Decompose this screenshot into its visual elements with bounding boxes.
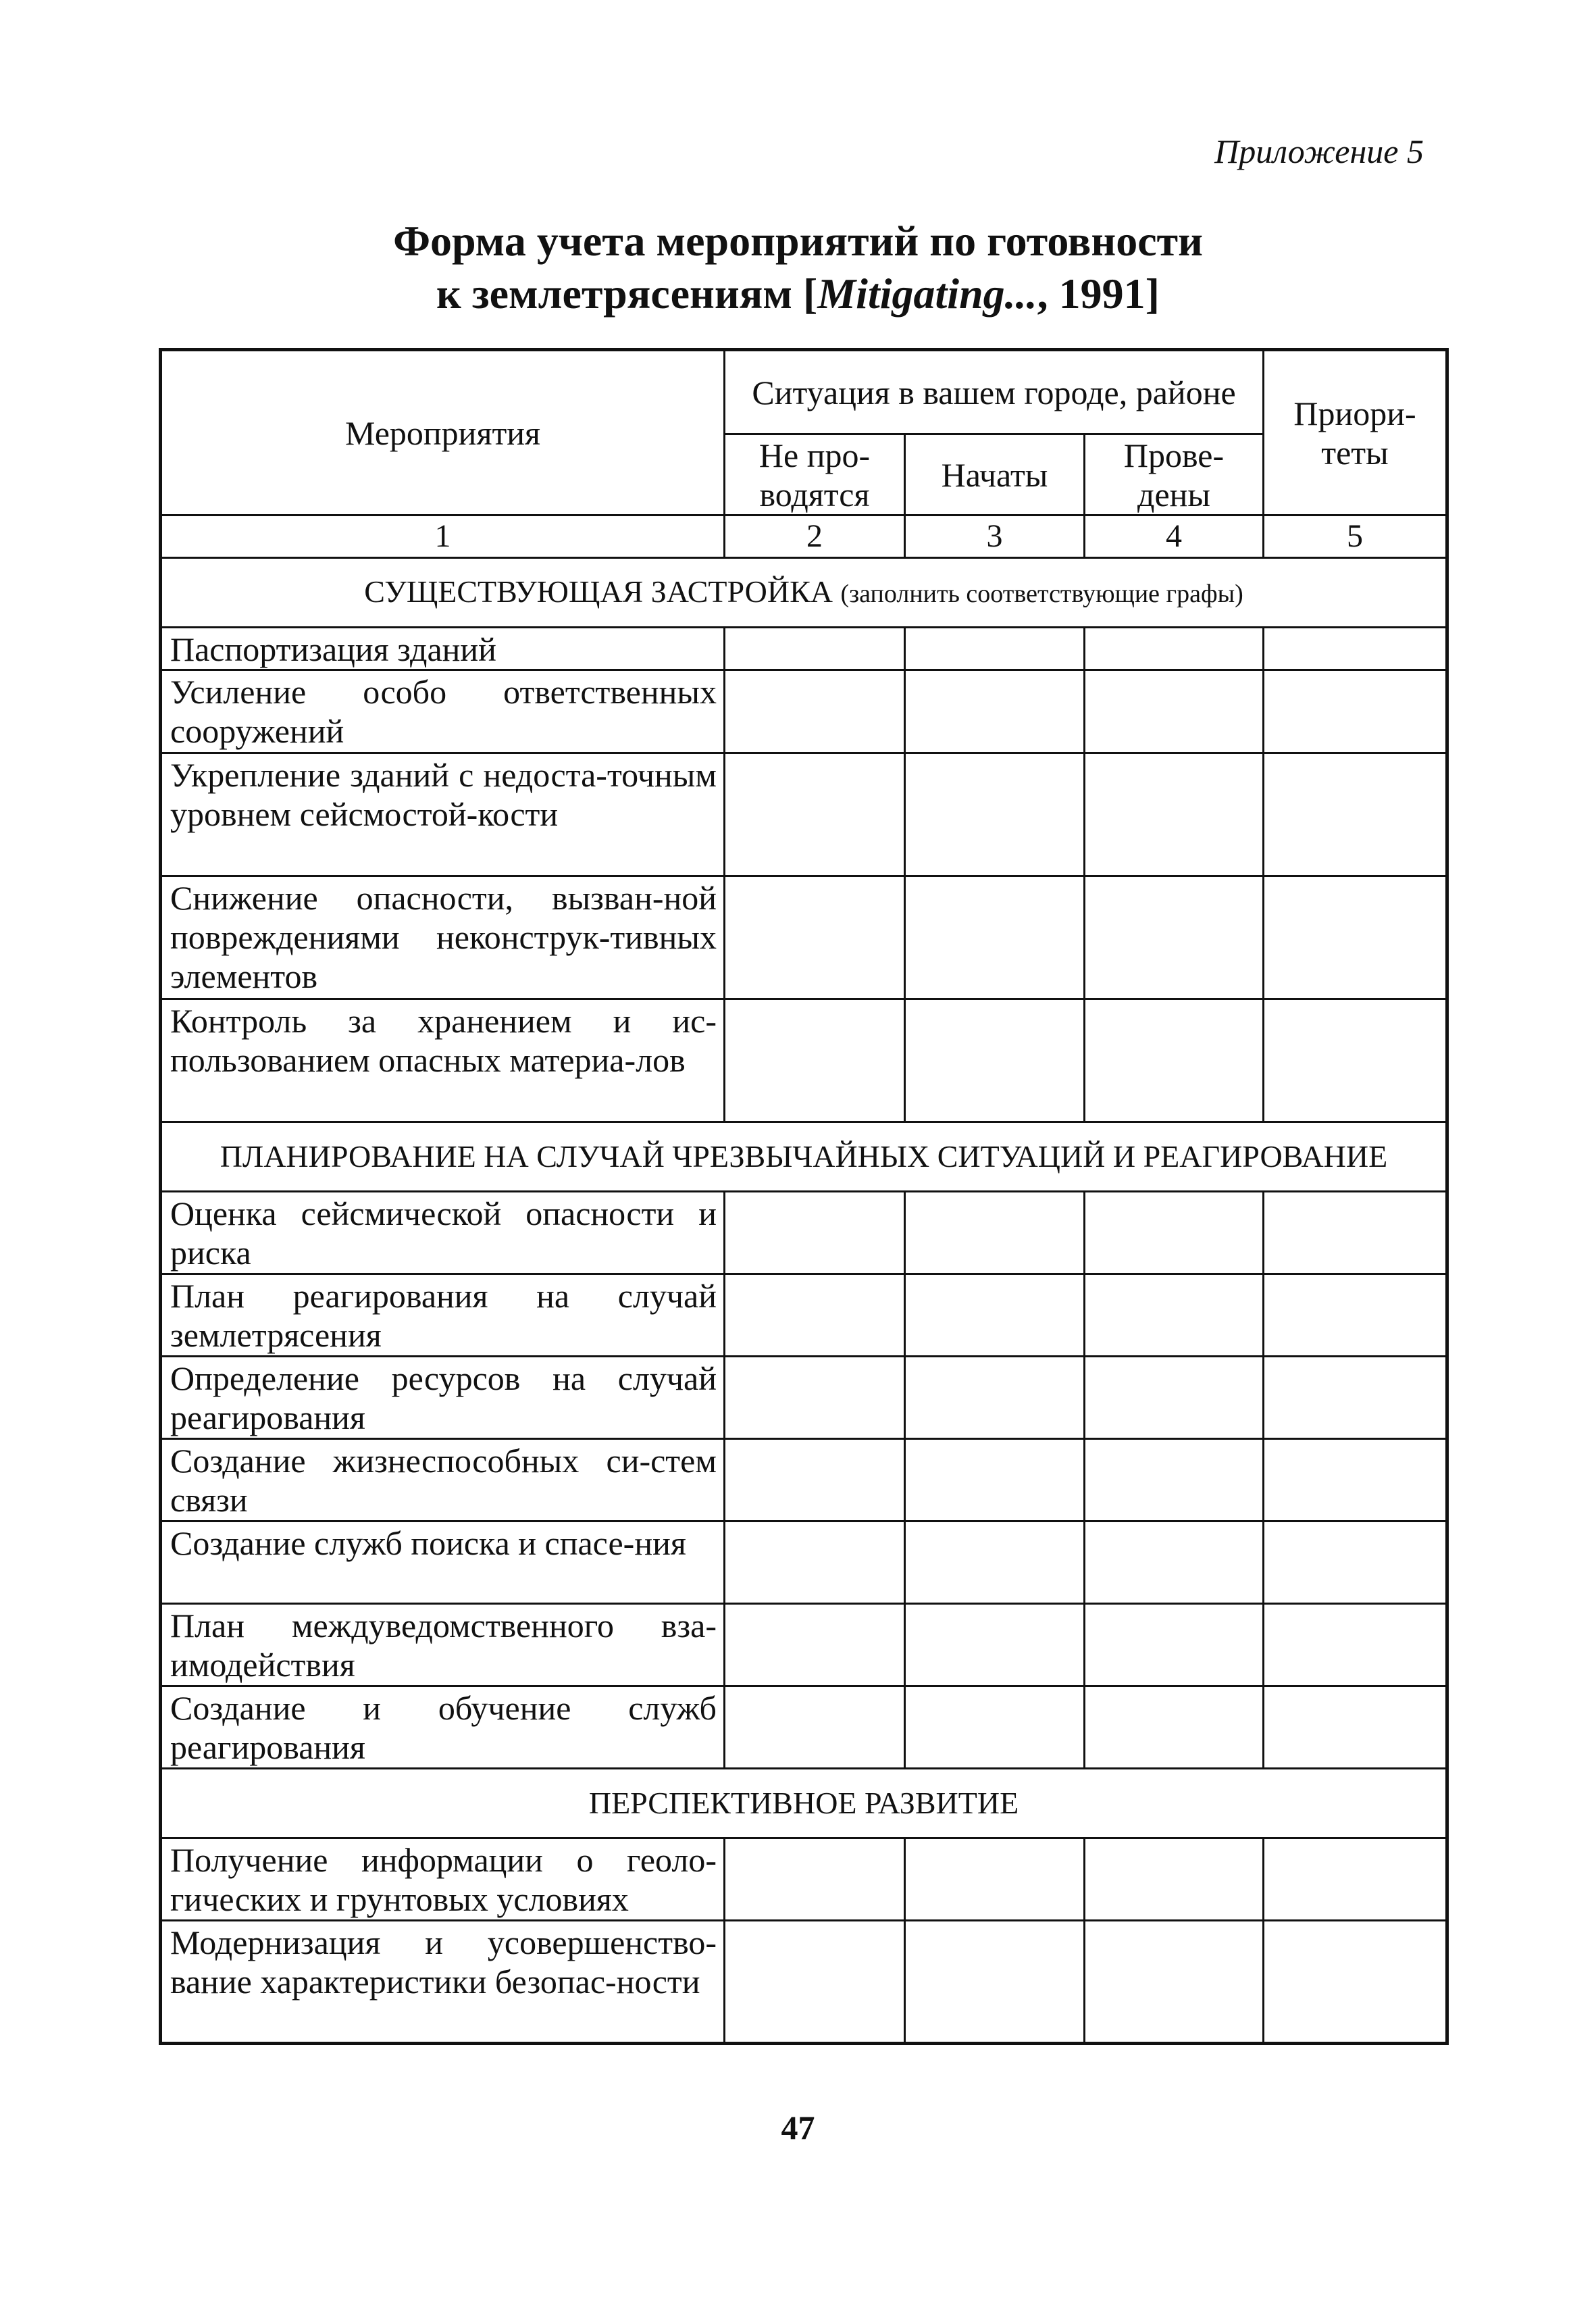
header-situation: Ситуация в вашем городе, районе	[725, 350, 1264, 434]
entry-cell[interactable]	[1085, 1192, 1264, 1274]
entry-cell[interactable]	[905, 1274, 1085, 1357]
entry-cell[interactable]	[725, 753, 905, 876]
measure-cell: Укрепление зданий с недоста-точным уровнем сейсмостой-кости	[161, 753, 725, 876]
measure-cell: План междуведомственного вза-имодействия	[161, 1604, 725, 1686]
section-header	[161, 1122, 1447, 1192]
entry-cell[interactable]	[1085, 1521, 1264, 1604]
entry-cell[interactable]	[905, 1357, 1085, 1439]
entry-cell[interactable]	[1264, 753, 1447, 876]
entry-cell[interactable]	[1264, 1192, 1447, 1274]
entry-cell[interactable]	[1085, 1357, 1264, 1439]
section-title: СУЩЕСТВУЮЩАЯ ЗАСТРОЙКА	[364, 574, 833, 609]
entry-cell[interactable]	[1085, 1921, 1264, 2044]
entry-cell[interactable]	[725, 876, 905, 999]
measure-cell: Паспортизация зданий	[161, 628, 725, 670]
header-priorities: Приори-теты	[1264, 350, 1447, 515]
title-line-2-suffix: , 1991]	[1037, 270, 1160, 318]
entry-cell[interactable]	[1264, 1357, 1447, 1439]
measure-cell: Получение информации о геоло-гических и грунтовых условиях	[161, 1838, 725, 1921]
entry-cell[interactable]	[1264, 876, 1447, 999]
section-header	[161, 1769, 1447, 1838]
column-number: 2	[725, 515, 905, 558]
entry-cell[interactable]	[1085, 876, 1264, 999]
entry-cell[interactable]	[905, 628, 1085, 670]
entry-cell[interactable]	[725, 1357, 905, 1439]
entry-cell[interactable]	[1264, 1838, 1447, 1921]
measure-cell: Снижение опасности, вызван-ной повреждениями неконструк-тивных элементов	[161, 876, 725, 999]
entry-cell[interactable]	[1264, 999, 1447, 1122]
entry-cell[interactable]	[905, 670, 1085, 753]
entry-cell[interactable]	[725, 670, 905, 753]
preparedness-form-table	[159, 348, 1449, 2045]
measure-cell: Оценка сейсмической опасности и риска	[161, 1192, 725, 1274]
entry-cell[interactable]	[905, 1439, 1085, 1521]
entry-cell[interactable]	[1085, 1439, 1264, 1521]
measure-cell: План реагирования на случай землетрясения	[161, 1274, 725, 1357]
entry-cell[interactable]	[1085, 1686, 1264, 1769]
entry-cell[interactable]	[1085, 753, 1264, 876]
entry-cell[interactable]	[1264, 670, 1447, 753]
entry-cell[interactable]	[1085, 1838, 1264, 1921]
header-done: Прове-дены	[1085, 434, 1264, 515]
column-number: 4	[1085, 515, 1264, 558]
entry-cell[interactable]	[905, 1686, 1085, 1769]
measure-cell: Создание и обучение служб реагирования	[161, 1686, 725, 1769]
entry-cell[interactable]	[725, 1192, 905, 1274]
column-number: 5	[1264, 515, 1447, 558]
entry-cell[interactable]	[905, 1521, 1085, 1604]
measure-cell: Контроль за хранением и ис-пользованием опасных материа-лов	[161, 999, 725, 1122]
entry-cell[interactable]	[725, 628, 905, 670]
title-line-1: Форма учета мероприятий по готовности	[393, 217, 1203, 265]
entry-cell[interactable]	[725, 1604, 905, 1686]
title-line-2	[0, 268, 1596, 320]
entry-cell[interactable]	[1264, 628, 1447, 670]
entry-cell[interactable]	[1264, 1439, 1447, 1521]
section-title: ПЛАНИРОВАНИЕ НА СЛУЧАЙ ЧРЕЗВЫЧАЙНЫХ СИТУАЦИЙ И РЕАГИРОВАНИЕ	[220, 1139, 1388, 1174]
section-header	[161, 558, 1447, 628]
header-started: Начаты	[905, 434, 1085, 515]
entry-cell[interactable]	[1085, 1274, 1264, 1357]
entry-cell[interactable]	[905, 753, 1085, 876]
entry-cell[interactable]	[725, 1521, 905, 1604]
entry-cell[interactable]	[1085, 999, 1264, 1122]
entry-cell[interactable]	[905, 999, 1085, 1122]
entry-cell[interactable]	[905, 1838, 1085, 1921]
page-title	[0, 215, 1596, 320]
entry-cell[interactable]	[905, 1192, 1085, 1274]
entry-cell[interactable]	[725, 1274, 905, 1357]
entry-cell[interactable]	[1085, 628, 1264, 670]
entry-cell[interactable]	[905, 1921, 1085, 2044]
measure-cell: Определение ресурсов на случай реагирования	[161, 1357, 725, 1439]
entry-cell[interactable]	[905, 876, 1085, 999]
entry-cell[interactable]	[1085, 670, 1264, 753]
entry-cell[interactable]	[1264, 1921, 1447, 2044]
entry-cell[interactable]	[725, 1686, 905, 1769]
entry-cell[interactable]	[1264, 1604, 1447, 1686]
entry-cell[interactable]	[1264, 1521, 1447, 1604]
title-line-2-italic: Mitigating...	[817, 270, 1037, 318]
column-number: 3	[905, 515, 1085, 558]
page-number: 47	[781, 2109, 815, 2146]
entry-cell[interactable]	[905, 1604, 1085, 1686]
measure-cell: Модернизация и усовершенство-вание характеристики безопас-ности	[161, 1921, 725, 2044]
entry-cell[interactable]	[725, 999, 905, 1122]
section-title: ПЕРСПЕКТИВНОЕ РАЗВИТИЕ	[588, 1786, 1019, 1820]
header-not-done: Не про-водятся	[725, 434, 905, 515]
entry-cell[interactable]	[725, 1921, 905, 2044]
entry-cell[interactable]	[725, 1838, 905, 1921]
measure-cell: Усиление особо ответственных сооружений	[161, 670, 725, 753]
measure-cell: Создание служб поиска и спасе-ния	[161, 1521, 725, 1604]
column-number: 1	[161, 515, 725, 558]
entry-cell[interactable]	[1264, 1686, 1447, 1769]
entry-cell[interactable]	[725, 1439, 905, 1521]
measure-cell: Создание жизнеспособных си-стем связи	[161, 1439, 725, 1521]
title-line-2-prefix: к землетрясениям [	[436, 270, 818, 318]
section-note: (заполнить соответствующие графы)	[840, 579, 1243, 608]
appendix-label: Приложение 5	[1214, 132, 1424, 170]
entry-cell[interactable]	[1085, 1604, 1264, 1686]
header-measures: Мероприятия	[161, 350, 725, 515]
entry-cell[interactable]	[1264, 1274, 1447, 1357]
